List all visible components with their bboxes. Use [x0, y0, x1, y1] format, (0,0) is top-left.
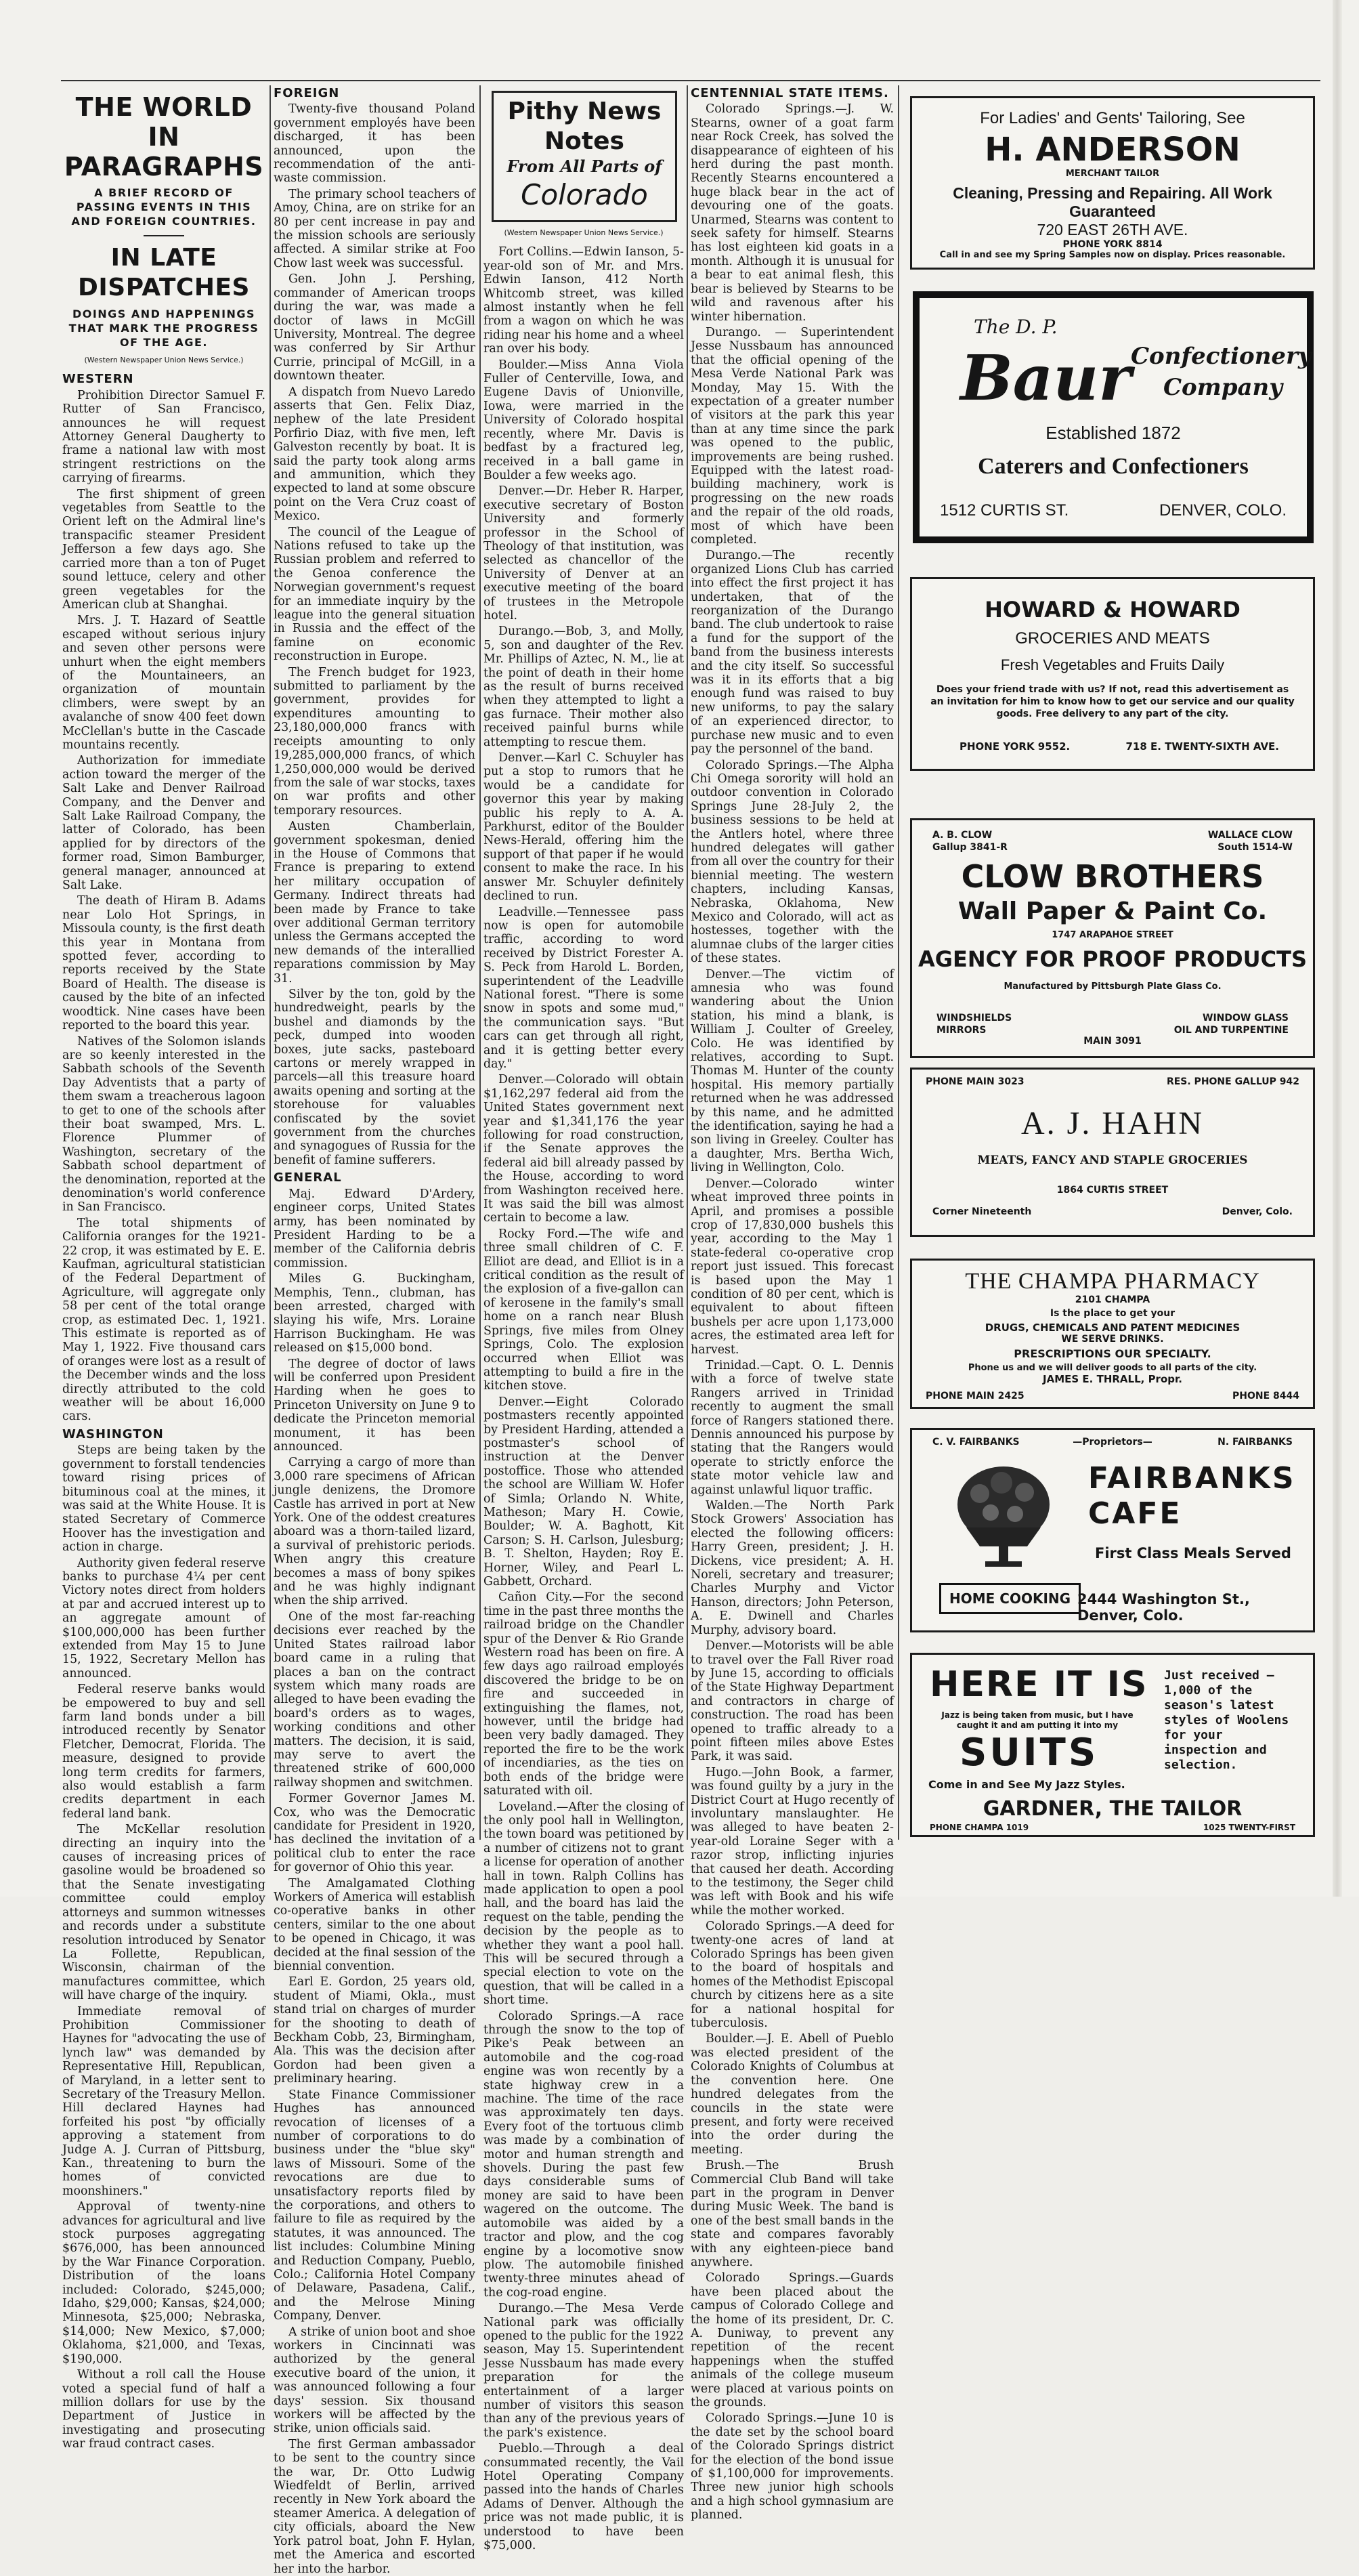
- ad-right-phone: South 1514-W: [1217, 842, 1293, 853]
- news-paragraph: Colorado Springs.—J. W. Stearns, owner of a goat farm near Rock Creek, has solved the disappearance of eighteen of his herd during the past month. Recently Stearns encountered a huge black bear in the act of devouring one of the goats. Unarmed, Stearns was content to seek safety for himself. Stearns has lost eighteen kid goats in a month. Although it is unusual for a bear to eat animal flesh, this bear is believed by Stearns to be wild and ravenous after his winter hibernation.: [691, 102, 894, 324]
- ad-suits: SUITS: [959, 1731, 1099, 1775]
- box-title: Pithy News Notes: [507, 98, 662, 155]
- news-paragraph: Rocky Ford.—The wife and three small children of C. F. Elliot are dead, and Elliot is in a critical condition as the result of the explosion of a five-gallon can of kerosene in the family's small home on a ranch near Blush Springs, five miles from Olney Springs, Colo. The explosion occurred when Elliot was attempting to build a fire in the kitchen stove.: [483, 1227, 684, 1393]
- news-paragraph: Boulder.—Miss Anna Viola Fuller of Centerville, Iowa, and Eugene Davis of Unionville, Iowa, were married in the University of Colorado hospital recently, where Mr. Davis is bedfast by a fractured leg, received in a ball game in Boulder a few weeks ago.: [483, 358, 684, 482]
- box-state: Colorado: [521, 178, 648, 211]
- news-paragraph: Fort Collins.—Edwin Ianson, 5-year-old son of Mr. and Mrs. Edwin Ianson, 412 North Whitcomb street, was killed almost instantly when he fell from a wagon on which he was riding near his home and a wheel ran over his body.: [483, 245, 684, 356]
- news-paragraph: The primary school teachers of Amoy, China, are on strike for an 80 per cent increase in pay and the mission schools are seriously affected. A similar strike at Foo Chow last week was successful.: [274, 187, 475, 270]
- news-paragraph: The first German ambassador to be sent to the country since the war, Dr. Otto Ludwig Wiedfeldt of Berlin, arrived recently in New York aboard the steamer America. A delegation of city officials, aboard the New York patrol boat, John F. Hylan, met the America and escorted her into the harbor.: [274, 2437, 475, 2576]
- ad-prop: JAMES E. THRALL, Propr.: [1043, 1373, 1182, 1385]
- ad-left-phone: Gallup 3841-R: [932, 842, 1008, 853]
- news-paragraph: Walden.—The North Park Stock Growers' Association has elected the following officers: Harry Green, president; J. H. Dickens, vice president; A. H. Noreli, secretary and treasurer; Charles Murphy and Victor Hanson, directors; John Peterson, A. E. Dwinell and Charles Murphy, advisory board.: [691, 1499, 894, 1637]
- ad-phone: PHONE MAIN 3023: [926, 1076, 1024, 1087]
- ad-clow-brothers: [910, 818, 1315, 1058]
- news-paragraph: Colorado Springs.—A deed for twenty-one acres of land at Colorado Springs has been given to the board of hospitals and homes of the Methodist Episcopal church by citizens here as a site for a national hospital for tuberculosis.: [691, 1920, 894, 2031]
- ad-line: Cleaning, Pressing and Repairing. All Work: [953, 184, 1272, 202]
- ad-line: Phone us and we will deliver goods to all parts of the city.: [968, 1363, 1257, 1373]
- general-news: [274, 1187, 475, 2576]
- ad-sub: MEATS, FANCY AND STAPLE GROCERIES: [977, 1154, 1248, 1167]
- ad-right-text: Just received —1,000 of the season's latest styles of Woolens for your inspection and selection.: [1164, 1668, 1289, 1772]
- news-paragraph: Mrs. J. T. Hazard of Seattle escaped without serious injury and seven other persons were unhurt when the eight members of the Mountaineers, an organization of mountain climbers, were swept by an avalanche of snow 400 feet down McClellan's butte in the Cascade mountains recently.: [62, 614, 265, 752]
- news-paragraph: Approval of twenty-nine advances for agricultural and live stock purposes aggregating $676,000, has been announced by the War Finance Corporation. Distribution of the loans included: Colorado, $245,000; Idaho, $29,000; Kansas, $24,000; Minnesota, $25,000; Nebraska, $14,000; New Mexico, $7,000; Oklahoma, $21,000, and Texas, $190,000.: [62, 2200, 265, 2366]
- ad-phone: PHONE CHAMPA 1019: [930, 1823, 1029, 1832]
- news-paragraph: Carrying a cargo of more than 3,000 rare specimens of African jungle denizens, the Dromore Castle has arrived in port at New York. One of the oddest creatures aboard was a thorn-tailed lizard, a survival of prehistoric periods. When angry this creature becomes a mass of bony spikes and he was highly indignant when the ship arrived.: [274, 1456, 475, 1608]
- news-paragraph: Denver.—Dr. Heber R. Harper, executive secretary of Boston University and formerly professor in the School of Theology of that institution, was selected as chancellor of the University of Denver at an executive meeting of the board of trustees in the Metropole hotel.: [483, 484, 684, 622]
- news-paragraph: The council of the League of Nations refused to take up the Russian problem and referred to the Genoa conference the Norwegian government's request for an immediate inquiry by the league into the general situation in Russia and the effect of the famine on economic reconstruction in Europe.: [274, 525, 475, 664]
- ad-phone: RES. PHONE GALLUP 942: [1166, 1076, 1299, 1087]
- western-news: [62, 389, 265, 1424]
- subheadline-2: DOINGS AND HAPPENINGS THAT MARK THE PROGRESS OF THE AGE.: [68, 308, 259, 349]
- news-paragraph: The first shipment of green vegetables from Seattle to the Orient left on the Admiral line's transpacific steamer President Jefferson a few days ago. She carried more than a ton of Puget sound lettuce, celery and other green vegetables for the American club at Shanghai.: [62, 487, 265, 612]
- headline: THE WORLD IN PARAGRAPHS: [64, 92, 264, 182]
- subheadline: A BRIEF RECORD OF PASSING EVENTS IN THIS AND FOREIGN COUNTRIES.: [71, 186, 257, 228]
- ad-home-cooking: HOME COOKING: [939, 1583, 1081, 1614]
- news-paragraph: Boulder.—J. E. Abell of Pueblo was elected president of the Colorado Knights of Columbus at the convention here. One hundred delegates from the councils in the state were present, and forty were received into the order during the meeting.: [691, 2032, 894, 2157]
- ad-sub: GROCERIES AND MEATS: [1015, 629, 1210, 648]
- news-paragraph: Durango.—The Mesa Verde National park was officially opened to the public for the 1922 season, May 15. Superintendent Jesse Nussbaum has made every preparation for the entertainment of a larger number of visitors this season than any of the previous years of the park's existence.: [483, 2302, 684, 2440]
- ad-main: MAIN 3091: [1083, 1036, 1142, 1047]
- news-paragraph: The death of Hiram B. Adams near Lolo Hot Springs, in Missoula county, is the first death this year in Montana from spotted fever, according to reports received by the State Board of Health. The disease is caused by the bite of an infected woodtick. Nine cases have been reported to the board this year.: [62, 894, 265, 1033]
- ad-sub: MERCHANT TAILOR: [1065, 169, 1160, 179]
- news-paragraph: Earl E. Gordon, 25 years old, student of Miami, Okla., must stand trial on charges of murder for the shooting to death of Beckham Cobb, 23, Birmingham, Ala. This was the decision after Gordon had been given a preliminary hearing.: [274, 1975, 475, 2086]
- news-paragraph: Durango. — Superintendent Jesse Nussbaum has announced that the official opening of the Mesa Verde National Park was Monday, May 15. With the expectation of a greater number of visitors at the park this year than at any time since the park was opened to the public, improvements are being rushed. Equipped with the latest road-building machinery, work is progressing on the new roads and the repair of the old roads, most of which have been completed.: [691, 325, 894, 547]
- divider: [144, 235, 184, 236]
- news-paragraph: Colorado Springs.—Guards have been placed about the campus of Colorado College and the home of its president, Dr. C. A. Duniway, to prevent any repetition of the recent happenings when the stuffed animals of the college museum were placed at various points on the grounds.: [691, 2271, 894, 2410]
- ad-item: OIL AND TURPENTINE: [1173, 1025, 1289, 1036]
- wire-credit: (Western Newspaper Union News Service.): [84, 356, 244, 364]
- ad-fairbanks-cafe: [910, 1428, 1315, 1632]
- section-head-washington: WASHINGTON: [62, 1427, 164, 1441]
- ad-name: THE CHAMPA PHARMACY: [965, 1269, 1260, 1294]
- ad-city: DENVER, COLO.: [1159, 501, 1287, 520]
- news-paragraph: Denver.—Motorists will be able to travel over the Fall River road by June 15, according to officials of the State Highway Department and contractors in charge of construction. The road has been opened to traffic already to a point fifteen miles above Estes Park, it was said.: [691, 1639, 894, 1764]
- centennial-items: [691, 102, 894, 2522]
- ad-agency: AGENCY FOR PROOF PRODUCTS: [918, 946, 1307, 972]
- wire-credit: (Western Newspaper Union News Service.): [504, 228, 664, 237]
- ad-sub2: Fresh Vegetables and Fruits Daily: [1000, 656, 1225, 673]
- ad-h-anderson: [910, 96, 1315, 270]
- news-paragraph: Austen Chamberlain, government spokesman, denied in the House of Commons that France is preparing to extend her military occupation of Germany. Indirect threats had been made by France to take over additional German territory unless the Germans accepted the new demands of the interallied reparations commission by May 31.: [274, 820, 475, 986]
- news-paragraph: One of the most far-reaching decisions ever reached by the United States railroad labor board came in a ruling that places a ban on the contract system which many roads are alleged to have been evading the board's orders as to wages, working conditions and other matters. The decision, it is said, may serve to avert the threatened strike of 600,000 railway shopmen and switchmen.: [274, 1609, 475, 1790]
- ad-address: 1747 ARAPAHOE STREET: [1052, 930, 1173, 940]
- news-paragraph: The total shipments of California oranges for the 1921-22 crop, it was estimated by E. E. Kaufman, agricultural statistician of the Federal Department of Agriculture, will aggregate only 58 per cent of the total orange crop, as estimated Dec. 1, 1921. This estimate is reported as of May 1, 1922. Five thousand cars of oranges were lost as a result of the December winds and the loss directly attributed to the cold weather will be about 16,000 cars.: [62, 1216, 265, 1424]
- news-paragraph: Cañon City.—For the second time in the past three months the railroad bridge on the Chandler spur of the Denver & Rio Grande Western road has been on fire. A few days ago railroad employés discovered the bridge to be on fire and succeeded in extinguishing the flames, not, however, until the bridge had been very badly damaged. They reported the fire to be the work of incendiaries, as the ties on both ends of the bridge were saturated with oil.: [483, 1590, 684, 1798]
- news-paragraph: Pueblo.—Through a deal consummated recently, the Vail Hotel Operating Company passed into the hands of Charles Adams of Denver. Although the price was not made public, it is understood to have been $75,000.: [483, 2442, 684, 2553]
- ad-line: Guaranteed: [1069, 203, 1156, 220]
- headline-2: IN LATE DISPATCHES: [78, 244, 250, 301]
- ad-phone: PHONE YORK 9552.: [959, 740, 1071, 753]
- news-paragraph: Miles G. Buckingham, Memphis, Tenn., clubman, has been arrested, charged with slaying his wife, Mrs. Loraine Harrison Buckingham. He was released on $15,000 bond.: [274, 1272, 475, 1355]
- ad-line: PRESCRIPTIONS OUR SPECIALTY.: [1014, 1347, 1211, 1360]
- news-paragraph: Former Governor James M. Cox, who was the Democratic candidate for President in 1920, has declined the invitation of a political club to enter the race for governor of Ohio this year.: [274, 1792, 475, 1875]
- ad-note: Call in and see my Spring Samples now on display. Prices reasonable.: [939, 250, 1286, 260]
- news-paragraph: Leadville.—Tennessee pass now is open for automobile traffic, according to word received by District Forester A. S. Peck from Harold L. Borden, superintendent of the Leadville National forest. "There is some snow in spots and some mud," the communication says. "But cars can get through all right, and it is getting better every day.": [483, 905, 684, 1071]
- washington-news: [62, 1443, 265, 2451]
- news-paragraph: Loveland.—After the closing of the only pool hall in Wellington, the town board was petitioned by a number of citizens not to grant a license for operation of another hall in town. Ralph Collins has made application to open a pool hall, and the board has laid the request on the table, pending the decision by the people as to whether they want a pool hall. This will be secured through a special election to vote on the question, that will be called in a short time.: [483, 1800, 684, 2008]
- pithy-news-box: [492, 91, 677, 222]
- column-pithy-news: [483, 87, 684, 2553]
- ad-meals: First Class Meals Served: [1095, 1545, 1291, 1561]
- ad-gardner-tailor: [910, 1653, 1315, 1837]
- column-rule: [898, 85, 899, 1840]
- ad-line: WE SERVE DRINKS.: [1061, 1334, 1164, 1345]
- ad-item: WINDOW GLASS: [1203, 1013, 1289, 1023]
- ad-note: Does your friend trade with us? If not, read this advertisement as an invitation for him to know how to get our service and our quality goods. Free delivery to any part of the city.: [930, 684, 1295, 719]
- section-head-centennial: CENTENNIAL STATE ITEMS.: [691, 86, 889, 100]
- ad-address: 1512 CURTIS ST.: [940, 501, 1069, 520]
- ad-line: DRUGS, CHEMICALS AND PATENT MEDICINES: [985, 1322, 1241, 1334]
- ad-mid: —Proprietors—: [1073, 1437, 1152, 1448]
- ad-name: Baur: [960, 341, 1131, 415]
- ad-conf: Confectionery: [1131, 343, 1312, 370]
- news-paragraph: Steps are being taken by the government to forstall tendencies toward rising prices of bituminous coal at the mines, it was said at the White House. It is stated Secretary of Commerce Hoover has the investigation and action in charge.: [62, 1443, 265, 1555]
- news-paragraph: Colorado Springs.—A race through the snow to the top of Pike's Peak between an automobile and the cog-road engine was won recently by a state highway crew in a machine. The time of the race was approximately ten days. Every foot of the tortuous climb was made by a combination of motor and human strength and shovels. During the past few days considerable sums of money are said to have been wagered on the outcome. The automobile was aided by a tractor and plow, and the cog engine by a locomotive snow plow. The automobile finished twenty-three minutes ahead of the cog-road engine.: [483, 2009, 684, 2300]
- ad-left: C. V. FAIRBANKS: [932, 1437, 1020, 1448]
- page-fold: [1333, 0, 1342, 1897]
- ad-city: Denver, Colo.: [1222, 1206, 1293, 1217]
- ad-address: 720 EAST 26TH AVE.: [1037, 221, 1188, 238]
- ad-sub: Wall Paper & Paint Co.: [957, 898, 1268, 925]
- ad-name-2: CAFE: [1088, 1496, 1182, 1531]
- ad-address: 1025 TWENTY-FIRST: [1203, 1823, 1295, 1832]
- ad-come: Come in and See My Jazz Styles.: [928, 1778, 1125, 1791]
- ad-head: HERE IT IS: [930, 1664, 1148, 1705]
- news-paragraph: Twenty-five thousand Poland government employés have been discharged, it has been announced, upon the recommendation of the anti-waste commission.: [274, 102, 475, 186]
- ad-phone: PHONE MAIN 2425: [926, 1391, 1024, 1401]
- ad-name: GARDNER, THE TAILOR: [983, 1797, 1243, 1821]
- ad-champa-pharmacy: [910, 1259, 1315, 1409]
- ad-established: Established 1872: [1045, 423, 1181, 443]
- column-rule: [479, 85, 481, 1840]
- ad-item: MIRRORS: [936, 1025, 987, 1036]
- ad-item: WINDSHIELDS: [936, 1013, 1012, 1023]
- column-rule: [687, 85, 688, 1840]
- news-paragraph: Colorado Springs.—The Alpha Chi Omega sorority will hold an outdoor convention in Colorado Springs June 28-July 2, the business sessions to be held at the Antlers hotel, where three hundred delegates will gather from all over the country for their biennial meeting. The western chapters, including Kansas, Nebraska, Oklahoma, New Mexico and Colorado, will act as hostesses, together with the alumnae clubs of the larger cities of these states.: [691, 758, 894, 966]
- news-paragraph: State Finance Commissioner Hughes has announced revocation of licenses of a number of corporations to do business under the "blue sky" laws of Missouri. Some of the revocations are due to unsatisfactory reports filed by the corporations, and others to failure to file as required by the statutes, it was announced. The list includes: Columbine Mining and Reduction Company, Pueblo, Colo.; California Hotel Company of Delaware, Pasadena, Calif., and the Melrose Mining Company, Denver.: [274, 2088, 475, 2323]
- news-paragraph: The McKellar resolution directing an inquiry into the causes of increasing prices of gasoline would be broadened so that the Senate investigating committee could employ attorneys and summon witnesses and records under a substitute resolution introduced by Senator La Follette, Republican, Wisconsin, chairman of the manufactures committee, which will have charge of the inquiry.: [62, 1823, 265, 2003]
- news-paragraph: Durango.—The recently organized Lions Club has carried into effect the first project it has undertaken, that of the reorganization of the Durango band. The club undertook to raise a fund for the support of the band from the business interests and the city itself. So successful was it in its efforts that a big enough fund was raised to buy new uniforms, to pay the salary of an experienced director, to purchase new music and to even pay the personnel of the band.: [691, 549, 894, 757]
- news-paragraph: Trinidad.—Capt. O. L. Dennis with a force of twelve state Rangers arrived in Trinidad recently to augment the small force of Rangers stationed there. Dennis announced his purpose by stating that the Rangers would operate to strictly enforce the state motor vehicle law and against unlawful liquor traffic.: [691, 1358, 894, 1497]
- box-subtitle: From All Parts of: [506, 156, 662, 176]
- ad-name: A. J. HAHN: [1021, 1105, 1204, 1141]
- top-rule: [61, 80, 1320, 81]
- ad-address: 718 E. TWENTY-SIXTH AVE.: [1125, 740, 1279, 753]
- section-head-foreign: FOREIGN: [274, 86, 340, 100]
- ad-mfd: Manufactured by Pittsburgh Plate Glass Co.: [1004, 981, 1222, 992]
- ad-right: N. FAIRBANKS: [1217, 1437, 1293, 1448]
- ad-name: HOWARD & HOWARD: [985, 597, 1241, 622]
- news-paragraph: Denver.—Karl C. Schuyler has put a stop to rumors that he would be a candidate for governor this year by making public his reply to A. A. Parkhurst, editor of the Boulder News-Herald, offering him the support of that paper if he would consent to make the race. In his answer Mr. Schuyler definitely declined to run.: [483, 751, 684, 904]
- ad-line: For Ladies' and Gents' Tailoring, See: [980, 109, 1245, 127]
- news-paragraph: Federal reserve banks would be empowered to buy and sell farm land bonds under a bill introduced recently by Senator Fletcher, Democrat, Florida. The measure, designed to provide long term credits for farmers, also would establish a farm credits department in each federal land bank.: [62, 1683, 265, 1821]
- pithy-news-items: [483, 245, 684, 2552]
- news-paragraph: The degree of doctor of laws will be conferred upon President Harding when he goes to Princeton University on June 9 to dedicate the Princeton memorial monument, it has been announced.: [274, 1357, 475, 1454]
- news-paragraph: Immediate removal of Prohibition Commissioner Haynes for "advocating the use of lynch law" was demanded by Representative Hill, Republican, of Maryland, in a letter sent to Secretary of the Treasury Mellon. Hill declared Haynes had forfeited his post "by officially approving a statement from Judge A. J. Curran of Pittsburg, Kan., threatening to burn the homes of convicted moonshiners.": [62, 2004, 265, 2198]
- column-foreign-general: [274, 86, 475, 2576]
- ad-name: FAIRBANKS: [1088, 1461, 1296, 1496]
- news-paragraph: Hugo.—John Book, a farmer, was found guilty by a jury in the District Court at Hugo recently of involuntary manslaughter. He was alleged to have beaten 2-year-old Loraine Seger with a razor strop, inflicting injuries that caused her death. According to the testimony, the Seger child was left with Book and his wife while the mother worked.: [691, 1765, 894, 1918]
- news-paragraph: Denver.—The victim of amnesia who was found wandering about the Union station, his mind a blank, is William J. Coulter of Greeley, Colo. He was identified by relatives, according to Supt. Thomas M. Hunter of the county hospital. His memory partially returned when he was addressed by this name, and he admitted the identification, saying he had a son living in Greeley. Coulter has a daughter, Mrs. Bertha Wich, living in Wellington, Colo.: [691, 967, 894, 1175]
- news-paragraph: Maj. Edward D'Ardery, engineer corps, United States army, has been nominated by President Harding to be a member of the California debris commission.: [274, 1187, 475, 1270]
- ad-baur: [913, 291, 1314, 543]
- ad-phone: PHONE 8444: [1232, 1391, 1299, 1401]
- ad-line: Is the place to get your: [1050, 1308, 1175, 1319]
- news-paragraph: Prohibition Director Samuel F. Rutter of San Francisco, announces he will request Attorney General Daugherty to frame a national law with most stringent restrictions on the carrying of firearms.: [62, 388, 265, 486]
- ad-right-name: WALLACE CLOW: [1207, 830, 1293, 841]
- fruit-bowl-icon: [953, 1460, 1054, 1571]
- news-paragraph: Authority given federal reserve banks to purchase 4¼ per cent Victory notes direct from holders at par and accrued interest up to an aggregate amount of $100,000,000 has been further extended from May 15 to June 15, 1922, Secretary Mellon has announced.: [62, 1556, 265, 1681]
- news-paragraph: A dispatch from Nuevo Laredo asserts that Gen. Felix Diaz, nephew of the late President Porfirio Diaz, with five men, left Galveston recently by boat. It is said the party took along arms and ammunition, which they expected to land at some obscure point on the Vera Cruz coast of Mexico.: [274, 385, 475, 524]
- ad-address: 2101 CHAMPA: [1075, 1294, 1150, 1305]
- ad-address: 1864 CURTIS STREET: [1056, 1185, 1169, 1196]
- ad-left-name: A. B. CLOW: [932, 830, 993, 841]
- column-world-in-paragraphs: [62, 87, 265, 2451]
- news-paragraph: Gen. John J. Pershing, commander of American troops during the war, was made a doctor of laws in McGill University, Montreal. The degree was conferred by Sir Arthur Currie, principal of McGill, in a downtown theater.: [274, 272, 475, 383]
- news-paragraph: Denver.—Colorado will obtain $1,162,297 federal aid from the United States government next year and $1,341,176 the year following for road construction, if the Senate approves the federal aid bill already passed by the House, according to word from Washington received here. It was said the bill was almost certain to become a law.: [483, 1073, 684, 1225]
- ad-caterers: Caterers and Confectioners: [978, 454, 1249, 479]
- news-paragraph: Natives of the Solomon islands are so keenly interested in the Sabbath schools of the Seventh Day Adventists that a party of them swam a treacherous lagoon to get to one of the schools after their boat swamped, Mrs. L. Florence Plummer of Washington, secretary of the Sabbath school department of the denomination, reported at the denomination's world conference in San Francisco.: [62, 1034, 265, 1215]
- news-paragraph: Denver.—Eight Colorado postmasters recently appointed by President Harding, attended a postmaster's school of instruction at the Denver postoffice. Those who attended the school are William W. Hofer of Simla; Orlando N. White, Matheson; Mary H. Cowie, Boulder; W. A. Baghott, Kit Carson; S. H. Carlson, Julesburg; B. T. Shelton, Hayden; Roy E. Horner, Wiley, and Pearl L. Gabbett, Orchard.: [483, 1395, 684, 1588]
- news-paragraph: Authorization for immediate action toward the merger of the Salt Lake and Denver Railroad Company, and the Denver and Salt Lake Railroad Company, the latter of Colorado, has been applied for by directors of the former road, Simon Bamburger, general manager, announced at Salt Lake.: [62, 754, 265, 893]
- ad-prefix: The D. P.: [974, 316, 1058, 338]
- ad-address: 2444 Washington St., Denver, Colo.: [1077, 1591, 1250, 1624]
- column-centennial: [691, 86, 894, 2522]
- news-paragraph: Colorado Springs.—June 10 is the date set by the school board of the Colorado Springs district for the election of the bond issue of $1,100,000 for improvements. Three new junior high schools and a high school gymnasium are planned.: [691, 2411, 894, 2522]
- foreign-news: [274, 102, 475, 1167]
- news-paragraph: Without a roll call the House voted a special fund of half a million dollars for use by the Department of Justice in investigating and prosecuting war fraud contract cases.: [62, 2368, 265, 2451]
- news-paragraph: The French budget for 1923, submitted to parliament by the government, provides for expenditures amounting to 23,180,000,000 francs with receipts amounting to only 19,285,000,000 francs, of which 1,250,000,000 would be derived from the sale of war stocks, taxes on war profits and other temporary resources.: [274, 665, 475, 818]
- ad-phone: PHONE YORK 8814: [1062, 239, 1163, 250]
- news-paragraph: The Amalgamated Clothing Workers of America will establish co-operative banks in other centers, similar to the one about to be opened in Chicago, it was decided at the final session of the biennial convention.: [274, 1876, 475, 1974]
- ad-hahn: [910, 1068, 1315, 1237]
- ad-howard: [910, 577, 1315, 771]
- news-paragraph: A strike of union boot and shoe workers in Cincinnati was authorized by the general executive board of the union, it was announced following a four days' session. Six thousand workers will be affected by the strike, union officials said.: [274, 2325, 475, 2436]
- ad-small: Jazz is being taken from music, but I have caught it and am putting it into my: [941, 1710, 1134, 1730]
- ad-company: Company: [1163, 374, 1282, 401]
- section-head-general: GENERAL: [274, 1170, 342, 1185]
- ad-name: H. ANDERSON: [985, 131, 1241, 169]
- section-head-western: WESTERN: [62, 372, 134, 387]
- news-paragraph: Durango.—Bob, 3, and Molly, 5, son and daughter of the Rev. Mr. Phillips of Aztec, N. M., lie at the point of death in their home as the result of burns received when they attempted to light a gas furnace. Their mother also received painful burns while attempting to rescue them.: [483, 625, 684, 749]
- news-paragraph: Brush.—The Brush Commercial Club Band will take part in the program in Denver during Music Week. The band is one of the best small bands in the state and compares favorably with any eighteen-piece band anywhere.: [691, 2159, 894, 2269]
- news-paragraph: Denver.—Colorado winter wheat improved three points in April, and promises a possible crop of 17,830,000 bushels this year, according to the May 1 state-federal co-operative crop report just issued. This forecast is based upon the May 1 condition of 80 per cent, which is equivalent to about fifteen bushels per acre upon 1,173,000 acres, the estimated area left for harvest.: [691, 1177, 894, 1357]
- column-rule: [269, 85, 271, 1840]
- news-paragraph: Silver by the ton, gold by the hundredweight, pearls by the bushel and diamonds by the peck, dumped into wooden boxes, jute sacks, pasteboard cartons or merely wrapped in parcels—all this treasure hoard awaits opening and sorting at the storehouse for valuables confiscated by the soviet government from the churches and synagogues of Russia for the benefit of famine sufferers.: [274, 988, 475, 1167]
- ad-name: CLOW BROTHERS: [961, 858, 1264, 895]
- ad-corner: Corner Nineteenth: [932, 1206, 1032, 1217]
